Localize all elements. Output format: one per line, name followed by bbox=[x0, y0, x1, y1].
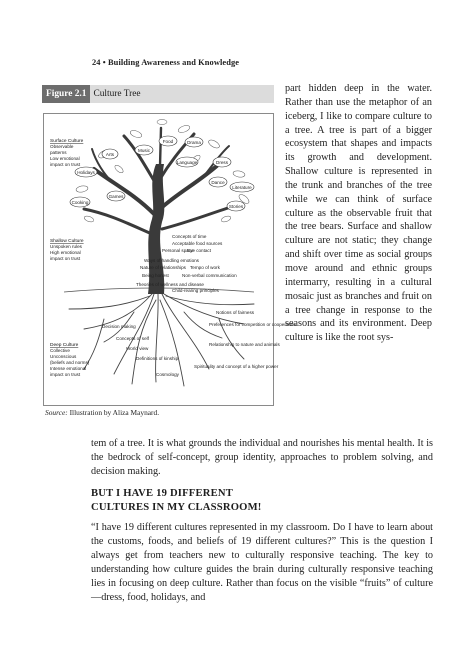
shallow-culture-label bbox=[50, 238, 84, 261]
culture-tree-figure bbox=[43, 113, 296, 406]
trunk-label: Concepts of time bbox=[172, 234, 207, 239]
trunk-label: Eye contact bbox=[187, 248, 212, 253]
svg-text:Low emotional: Low emotional bbox=[50, 156, 80, 161]
figure-source bbox=[45, 408, 159, 417]
svg-text:Unspoken rules: Unspoken rules bbox=[50, 244, 82, 249]
svg-text:Intense emotional: Intense emotional bbox=[50, 366, 87, 371]
root-label: Relationship to nature and animals bbox=[209, 342, 280, 347]
root-label: World view bbox=[126, 346, 149, 351]
svg-text:Surface Culture: Surface Culture bbox=[50, 139, 84, 144]
trunk-label: Nature of relationships bbox=[140, 265, 186, 270]
figure-title: Culture Tree bbox=[93, 89, 141, 99]
section-heading bbox=[91, 487, 391, 515]
fruit-label: Food bbox=[162, 139, 174, 144]
svg-text:Shallow Culture: Shallow Culture bbox=[50, 239, 84, 244]
trunk-label: Theories of wellness and disease bbox=[136, 282, 204, 287]
continuation-paragraph: tem of a tree. It is what grounds the individual and nourishes his mental health. It is the bedrock of self-concept, group identity, approaches to problem solving, and decision making. bbox=[91, 438, 433, 477]
svg-text:impact on trust: impact on trust bbox=[50, 256, 81, 261]
fruit-label: Literature bbox=[232, 185, 252, 190]
trunk-label: Personal space bbox=[162, 248, 194, 253]
running-head: 24 • Building Awareness and Knowledge bbox=[92, 58, 240, 67]
fruit-label: Drama bbox=[187, 140, 201, 145]
trunk-label: Child-rearing principles bbox=[172, 288, 219, 293]
root-label: Spirituality and concept of a higher power bbox=[194, 364, 279, 369]
trunk-label: Tempo of work bbox=[190, 265, 220, 270]
trunk-label: Ways of handling emotions bbox=[144, 258, 199, 263]
svg-text:Observable: Observable bbox=[50, 144, 74, 149]
root-label: Cosmology bbox=[156, 372, 179, 377]
fruit-label: Holidays bbox=[77, 170, 95, 175]
svg-text:impact on trust: impact on trust bbox=[50, 162, 81, 167]
figure-label: Figure 2.1 bbox=[42, 85, 90, 103]
trunk-label: Acceptable food sources bbox=[172, 241, 223, 246]
section-heading-line2: CULTURES IN MY CLASSROOM! bbox=[91, 502, 262, 513]
body-paragraph: “I have 19 different cultures represented in my classroom. Do I have to learn about the customs, foods, and beliefs of 19 different cultures?” This is the question I always get from teachers new to culturally responsive teaching. The key to understanding how culture guides the brain during culturally responsive teaching lies in focusing on deep culture. Rather than focus on the visible “fruits” of culture—dress, food, holidays, and bbox=[91, 522, 433, 603]
root-label: Notions of fairness bbox=[216, 310, 255, 315]
trunk-label: Non-verbal communication bbox=[182, 273, 237, 278]
root-labels bbox=[102, 310, 296, 377]
culture-tree-illustration bbox=[44, 114, 296, 405]
svg-text:impact on trust: impact on trust bbox=[50, 372, 81, 377]
fruit-label: Games bbox=[108, 194, 124, 199]
svg-text:Deep Culture: Deep Culture bbox=[50, 343, 79, 348]
fruit-label: Dance bbox=[211, 180, 225, 185]
fruit-label: Arts bbox=[105, 152, 115, 157]
svg-text:Unconscious: Unconscious bbox=[50, 354, 77, 359]
section-heading-line1: BUT I HAVE 19 DIFFERENT bbox=[91, 488, 233, 499]
source-label: Source: bbox=[45, 408, 68, 417]
svg-text:(beliefs and norms): (beliefs and norms) bbox=[50, 360, 90, 365]
root-label: Preferences for competition or cooperation bbox=[209, 322, 296, 327]
fruit-label: Dress bbox=[216, 160, 228, 165]
svg-text:patterns: patterns bbox=[50, 150, 67, 155]
trunk-label: Being honest bbox=[142, 273, 169, 278]
fruit-label: Music bbox=[138, 148, 150, 153]
surface-culture-label bbox=[50, 138, 84, 167]
fruit-label: Language bbox=[176, 160, 198, 165]
svg-text:Collective: Collective bbox=[50, 348, 70, 353]
source-text: Illustration by Aliza Maynard. bbox=[69, 408, 160, 417]
right-column-text: part hidden deep in the water. Rather than use the metaphor of an iceberg, I like to compare culture to a tree. A tree is part of a bigger ecosystem that shapes and impacts its growth and development. Shallow culture is represented in the trunk and branches of the tree while we can think of surface culture as the observable fruit that the tree bears. Surface and shallow culture are not static; they change and shift over time as social groups move around and ethnic groups intermarry, resulting in a cultural mosaic just as branches and fruit on a tree change in response to the seasons and its environment. Deep culture is like the root sys- bbox=[285, 83, 432, 344]
root-label: Definitions of kinship bbox=[136, 356, 179, 361]
fruit-label: Stories bbox=[228, 204, 244, 209]
svg-text:High emotional: High emotional bbox=[50, 250, 81, 255]
figure-caption-bar bbox=[42, 85, 274, 103]
fruit-label: Cooking bbox=[71, 200, 89, 205]
deep-culture-label bbox=[50, 342, 90, 377]
root-label: Concepts of self bbox=[116, 336, 149, 341]
root-label: Decision making bbox=[102, 324, 136, 329]
